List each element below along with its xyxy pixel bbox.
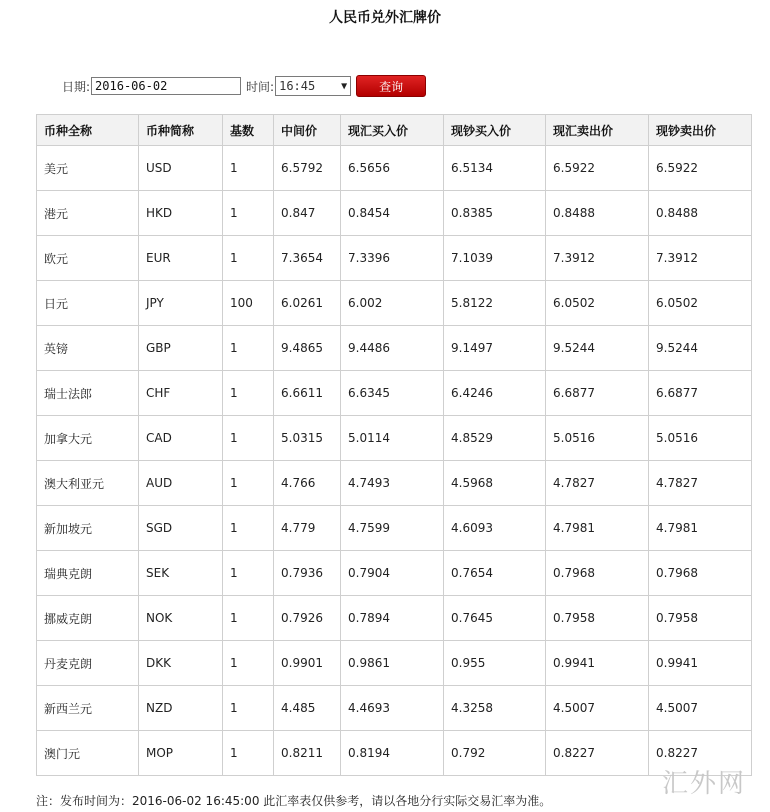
cell-currency-code: DKK [139, 641, 223, 686]
cell-middle-rate: 0.7926 [274, 596, 341, 641]
cell-currency-name: 挪威克朗 [37, 596, 139, 641]
header-cash-buy: 现钞买入价 [444, 115, 546, 146]
cell-currency-name: 美元 [37, 146, 139, 191]
cell-spot-sell: 0.7958 [546, 596, 649, 641]
cell-spot-buy: 4.7493 [341, 461, 444, 506]
cell-unit: 1 [223, 371, 274, 416]
cell-spot-sell: 4.7981 [546, 506, 649, 551]
cell-currency-code: NOK [139, 596, 223, 641]
time-select[interactable] [275, 76, 351, 96]
table-row [37, 596, 752, 641]
cell-currency-name: 澳门元 [37, 731, 139, 776]
cell-cash-sell: 4.7981 [649, 506, 752, 551]
cell-unit: 1 [223, 641, 274, 686]
cell-middle-rate: 9.4865 [274, 326, 341, 371]
cell-spot-buy: 4.7599 [341, 506, 444, 551]
cell-spot-sell: 5.0516 [546, 416, 649, 461]
cell-currency-name: 新加坡元 [37, 506, 139, 551]
cell-currency-name: 瑞典克朗 [37, 551, 139, 596]
cell-cash-sell: 0.8488 [649, 191, 752, 236]
cell-currency-code: EUR [139, 236, 223, 281]
cell-middle-rate: 4.766 [274, 461, 341, 506]
cell-currency-code: USD [139, 146, 223, 191]
cell-unit: 100 [223, 281, 274, 326]
table-row [37, 686, 752, 731]
date-input[interactable] [91, 77, 241, 95]
cell-currency-name: 澳大利亚元 [37, 461, 139, 506]
table-row [37, 281, 752, 326]
table-row [37, 371, 752, 416]
cell-spot-buy: 0.7894 [341, 596, 444, 641]
cell-spot-buy: 7.3396 [341, 236, 444, 281]
table-row [37, 146, 752, 191]
cell-cash-buy: 4.5968 [444, 461, 546, 506]
table-row [37, 731, 752, 776]
cell-cash-sell: 0.8227 [649, 731, 752, 776]
cell-cash-sell: 5.0516 [649, 416, 752, 461]
cell-cash-buy: 0.7654 [444, 551, 546, 596]
header-spot-sell: 现汇卖出价 [546, 115, 649, 146]
cell-spot-sell: 4.7827 [546, 461, 649, 506]
cell-currency-code: JPY [139, 281, 223, 326]
cell-spot-sell: 4.5007 [546, 686, 649, 731]
cell-currency-name: 瑞士法郎 [37, 371, 139, 416]
cell-currency-name: 英镑 [37, 326, 139, 371]
cell-spot-buy: 0.8454 [341, 191, 444, 236]
cell-middle-rate: 4.779 [274, 506, 341, 551]
page-title: 人民币兑外汇牌价 [329, 10, 441, 26]
cell-middle-rate: 6.0261 [274, 281, 341, 326]
cell-cash-sell: 9.5244 [649, 326, 752, 371]
table-row [37, 191, 752, 236]
cell-middle-rate: 7.3654 [274, 236, 341, 281]
table-row [37, 551, 752, 596]
table-row [37, 416, 752, 461]
time-label: 时间: [246, 79, 275, 94]
cell-currency-name: 欧元 [37, 236, 139, 281]
date-label: 日期: [62, 79, 91, 94]
cell-spot-sell: 9.5244 [546, 326, 649, 371]
exchange-rate-table [36, 114, 752, 776]
cell-middle-rate: 6.5792 [274, 146, 341, 191]
cell-cash-sell: 0.9941 [649, 641, 752, 686]
table-row [37, 326, 752, 371]
cell-spot-buy: 0.7904 [341, 551, 444, 596]
cell-cash-buy: 4.8529 [444, 416, 546, 461]
cell-currency-code: AUD [139, 461, 223, 506]
chevron-down-icon[interactable]: ▼ [341, 80, 348, 92]
header-spot-buy: 现汇买入价 [341, 115, 444, 146]
cell-cash-buy: 4.6093 [444, 506, 546, 551]
cell-cash-buy: 0.7645 [444, 596, 546, 641]
cell-unit: 1 [223, 416, 274, 461]
cell-cash-buy: 5.8122 [444, 281, 546, 326]
cell-unit: 1 [223, 146, 274, 191]
cell-cash-sell: 4.5007 [649, 686, 752, 731]
cell-middle-rate: 0.7936 [274, 551, 341, 596]
table-body [37, 146, 752, 776]
cell-spot-buy: 9.4486 [341, 326, 444, 371]
cell-currency-name: 丹麦克朗 [37, 641, 139, 686]
cell-spot-sell: 0.9941 [546, 641, 649, 686]
header-middle-rate: 中间价 [274, 115, 341, 146]
cell-spot-sell: 0.8227 [546, 731, 649, 776]
table-row [37, 641, 752, 686]
watermark-logo: 汇外网 [662, 769, 747, 799]
footer-note: 注：发布时间为：2016-06-02 16:45:00 此汇率表仅供参考，请以各地分行实际交易汇率为准。 [36, 794, 552, 808]
cell-spot-buy: 6.5656 [341, 146, 444, 191]
cell-spot-sell: 7.3912 [546, 236, 649, 281]
cell-spot-sell: 0.7968 [546, 551, 649, 596]
cell-unit: 1 [223, 596, 274, 641]
cell-unit: 1 [223, 506, 274, 551]
cell-cash-sell: 0.7968 [649, 551, 752, 596]
cell-currency-name: 加拿大元 [37, 416, 139, 461]
cell-middle-rate: 6.6611 [274, 371, 341, 416]
time-select-value: 16:45 [279, 79, 316, 93]
cell-cash-sell: 0.7958 [649, 596, 752, 641]
cell-currency-name: 港元 [37, 191, 139, 236]
cell-spot-sell: 6.5922 [546, 146, 649, 191]
cell-cash-buy: 0.955 [444, 641, 546, 686]
cell-unit: 1 [223, 326, 274, 371]
header-currency-code: 币种简称 [139, 115, 223, 146]
cell-unit: 1 [223, 236, 274, 281]
cell-cash-sell: 4.7827 [649, 461, 752, 506]
cell-cash-buy: 0.8385 [444, 191, 546, 236]
cell-cash-sell: 6.6877 [649, 371, 752, 416]
cell-spot-buy: 5.0114 [341, 416, 444, 461]
cell-spot-sell: 6.6877 [546, 371, 649, 416]
cell-spot-buy: 0.9861 [341, 641, 444, 686]
cell-middle-rate: 5.0315 [274, 416, 341, 461]
cell-cash-buy: 7.1039 [444, 236, 546, 281]
cell-cash-sell: 6.5922 [649, 146, 752, 191]
cell-unit: 1 [223, 731, 274, 776]
cell-unit: 1 [223, 461, 274, 506]
cell-spot-buy: 6.002 [341, 281, 444, 326]
cell-spot-buy: 0.8194 [341, 731, 444, 776]
cell-currency-name: 新西兰元 [37, 686, 139, 731]
cell-middle-rate: 0.8211 [274, 731, 341, 776]
cell-cash-sell: 6.0502 [649, 281, 752, 326]
table-row [37, 236, 752, 281]
query-bar [62, 74, 426, 98]
cell-cash-buy: 0.792 [444, 731, 546, 776]
cell-currency-code: CHF [139, 371, 223, 416]
cell-cash-buy: 6.4246 [444, 371, 546, 416]
header-currency-name: 币种全称 [37, 115, 139, 146]
cell-currency-code: CAD [139, 416, 223, 461]
cell-currency-code: NZD [139, 686, 223, 731]
cell-spot-sell: 0.8488 [546, 191, 649, 236]
table-header-row [37, 115, 752, 146]
cell-cash-buy: 9.1497 [444, 326, 546, 371]
cell-middle-rate: 4.485 [274, 686, 341, 731]
cell-middle-rate: 0.9901 [274, 641, 341, 686]
cell-spot-buy: 6.6345 [341, 371, 444, 416]
header-cash-sell: 现钞卖出价 [649, 115, 752, 146]
cell-cash-buy: 6.5134 [444, 146, 546, 191]
cell-unit: 1 [223, 686, 274, 731]
cell-unit: 1 [223, 191, 274, 236]
cell-currency-code: HKD [139, 191, 223, 236]
cell-unit: 1 [223, 551, 274, 596]
header-unit: 基数 [223, 115, 274, 146]
cell-cash-buy: 4.3258 [444, 686, 546, 731]
cell-currency-code: SGD [139, 506, 223, 551]
cell-currency-code: GBP [139, 326, 223, 371]
cell-cash-sell: 7.3912 [649, 236, 752, 281]
cell-currency-code: MOP [139, 731, 223, 776]
query-button[interactable]: 查询 [356, 75, 426, 97]
cell-currency-code: SEK [139, 551, 223, 596]
cell-currency-name: 日元 [37, 281, 139, 326]
table-row [37, 506, 752, 551]
cell-spot-buy: 4.4693 [341, 686, 444, 731]
cell-middle-rate: 0.847 [274, 191, 341, 236]
table-row [37, 461, 752, 506]
cell-spot-sell: 6.0502 [546, 281, 649, 326]
